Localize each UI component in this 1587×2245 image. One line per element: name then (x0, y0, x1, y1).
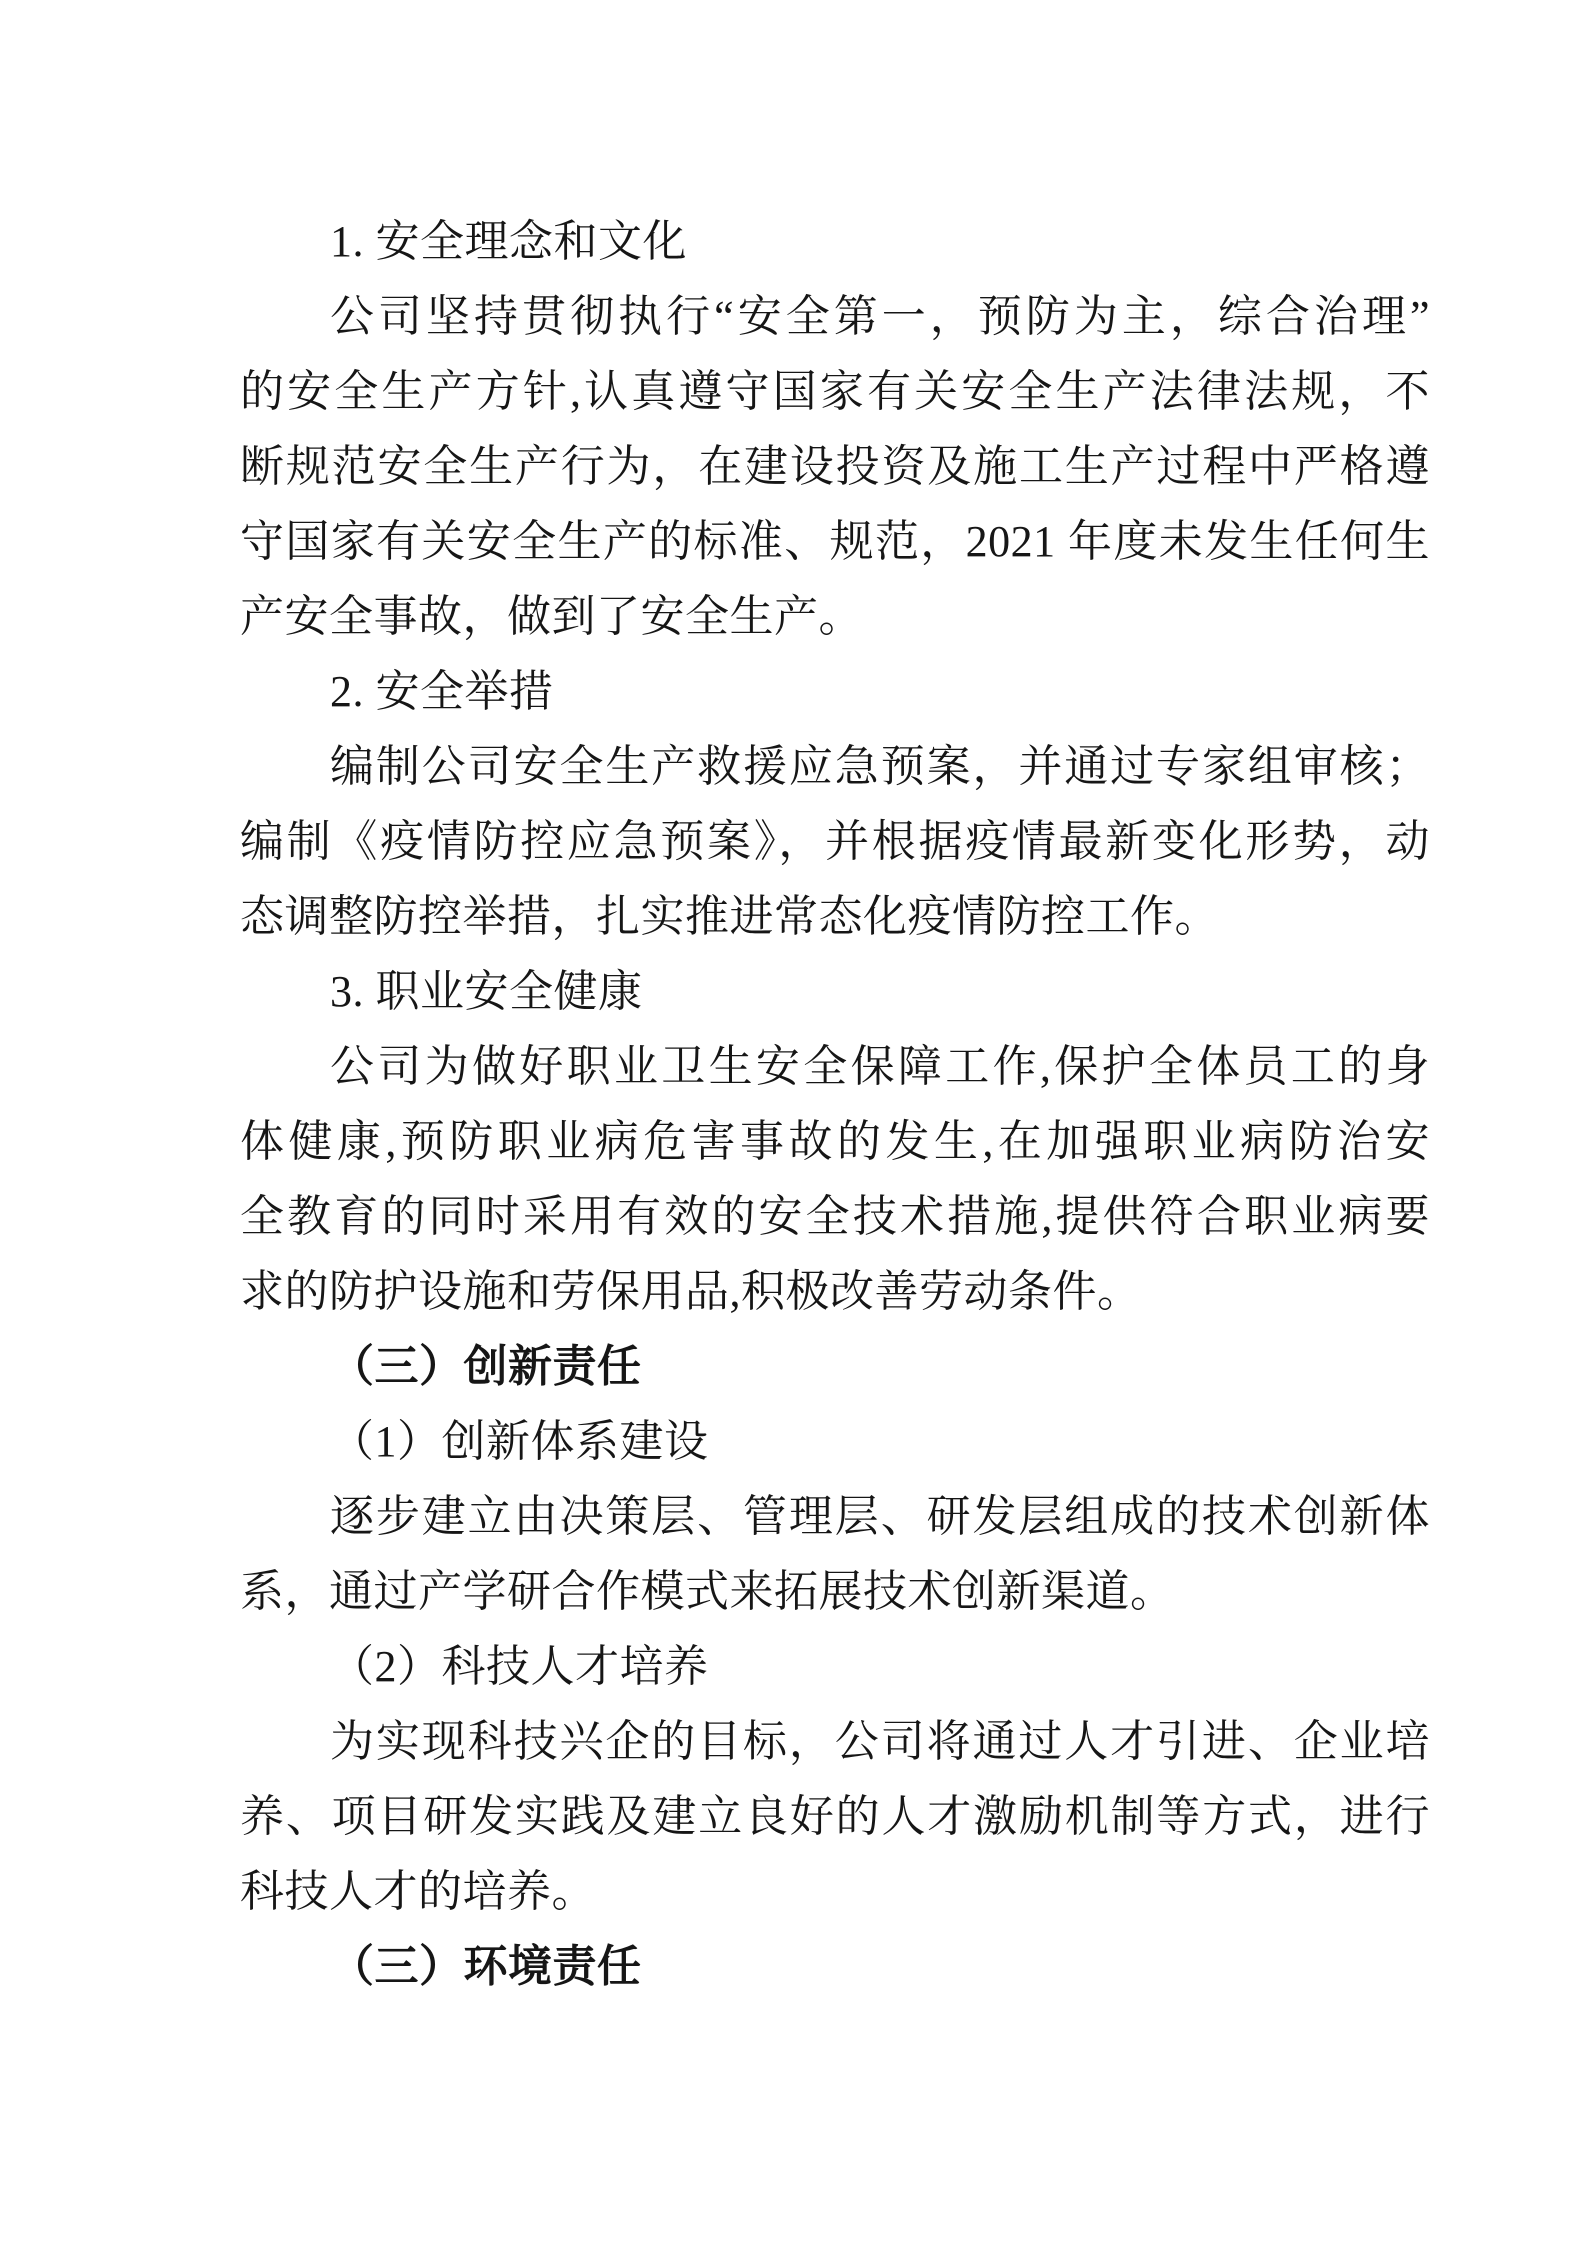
text-line: 1. 安全理念和文化 (330, 217, 687, 266)
text-line: 的安全生产方针,认真遵守国家有关安全生产法律法规，不 (240, 367, 1430, 416)
text-line: 产安全事故，做到了安全生产。 (240, 592, 863, 641)
text-line: （2）科技人才培养 (330, 1642, 709, 1691)
text-line: 态调整防控举措，扎实推进常态化疫情防控工作。 (240, 892, 1219, 941)
text-line: 科技人才的培养。 (240, 1867, 596, 1916)
body-paragraph (240, 279, 1430, 654)
document-body (240, 204, 1430, 2004)
text-line: （三）创新责任 (330, 1342, 642, 1391)
text-line: 2. 安全举措 (330, 667, 554, 716)
text-line: 守国家有关安全生产的标准、规范，2021 年度未发生任何生 (240, 517, 1430, 566)
text-line: 3. 职业安全健康 (330, 967, 643, 1016)
text-line: 逐步建立由决策层、管理层、研发层组成的技术创新体 (330, 1492, 1430, 1541)
section-heading (240, 654, 1430, 729)
text-line: （1）创新体系建设 (330, 1417, 709, 1466)
section-heading (240, 1404, 1430, 1479)
text-line: 公司为做好职业卫生安全保障工作,保护全体员工的身 (330, 1042, 1430, 1091)
section-heading (240, 1629, 1430, 1704)
text-line: 体健康,预防职业病危害事故的发生,在加强职业病防治安 (240, 1117, 1430, 1166)
body-paragraph (240, 1479, 1430, 1629)
text-line: 断规范安全生产行为，在建设投资及施工生产过程中严格遵 (240, 442, 1430, 491)
text-line: 为实现科技兴企的目标，公司将通过人才引进、企业培 (330, 1717, 1430, 1766)
text-line: 编制《疫情防控应急预案》，并根据疫情最新变化形势，动 (240, 817, 1430, 866)
section-heading (240, 1929, 1430, 2004)
body-paragraph (240, 1029, 1430, 1329)
section-heading (240, 204, 1430, 279)
text-line: 养、项目研发实践及建立良好的人才激励机制等方式，进行 (240, 1792, 1430, 1841)
text-line: （三）环境责任 (330, 1942, 642, 1991)
section-heading (240, 1329, 1430, 1404)
text-line: 公司坚持贯彻执行“安全第一，预防为主，综合治理” (330, 292, 1430, 341)
text-line: 求的防护设施和劳保用品,积极改善劳动条件。 (240, 1267, 1142, 1316)
text-line: 全教育的同时采用有效的安全技术措施,提供符合职业病要 (240, 1192, 1430, 1241)
body-paragraph (240, 729, 1430, 954)
text-line: 系，通过产学研合作模式来拓展技术创新渠道。 (240, 1567, 1175, 1616)
text-line: 编制公司安全生产救援应急预案，并通过专家组审核； (330, 742, 1430, 791)
body-paragraph (240, 1704, 1430, 1929)
section-heading (240, 954, 1430, 1029)
